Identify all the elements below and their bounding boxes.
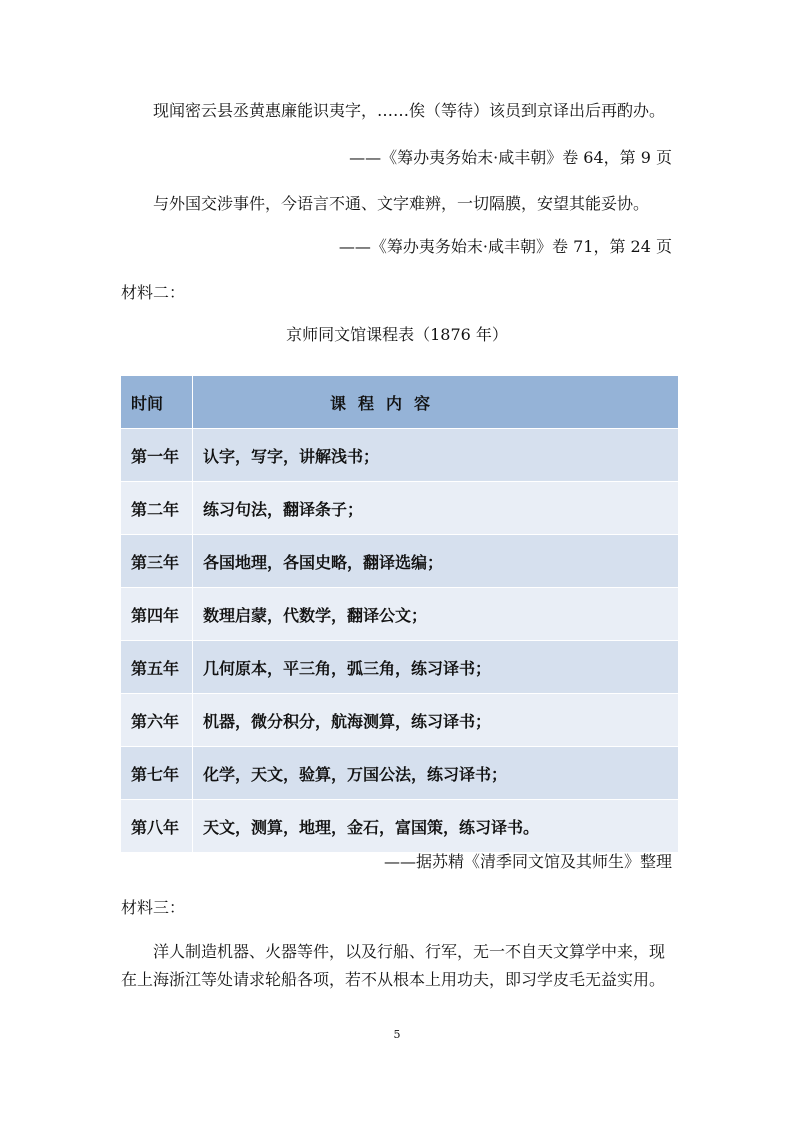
course-table <box>121 376 678 853</box>
course-cell: 几何原本，平三角，弧三角，练习译书； <box>193 641 679 694</box>
table-row <box>121 747 678 800</box>
year-cell: 第二年 <box>121 482 193 535</box>
table-row <box>121 694 678 747</box>
material-3-line-1: 洋人制造机器、火器等件，以及行船、行军，无一不自天文算学中来，现 <box>153 942 666 961</box>
course-cell: 化学，天文，验算，万国公法，练习译书； <box>193 747 679 800</box>
material-2-heading: 材料二： <box>121 283 186 302</box>
quote-1-source: ——《筹办夷务始末·咸丰朝》卷 64，第 9 页 <box>349 148 672 167</box>
course-cell: 练习句法，翻译条子； <box>193 482 679 535</box>
table-source: ——据苏精《清季同文馆及其师生》整理 <box>383 852 672 871</box>
table-row <box>121 800 678 853</box>
course-cell: 天文，测算，地理，金石，富国策，练习译书。 <box>193 800 679 853</box>
course-cell: 各国地理，各国史略，翻译选编； <box>193 535 679 588</box>
table-row <box>121 535 678 588</box>
table-row <box>121 482 678 535</box>
table-row <box>121 641 678 694</box>
course-cell: 机器，微分积分，航海测算，练习译书； <box>193 694 679 747</box>
table-row <box>121 429 678 482</box>
table-title: 京师同文馆课程表（1876 年） <box>286 325 508 344</box>
material-3-heading: 材料三： <box>121 898 186 917</box>
quote-1-text: 现闻密云县丞黄惠廉能识夷字，……俟（等待）该员到京译出后再酌办。 <box>153 101 666 120</box>
year-cell: 第一年 <box>121 429 193 482</box>
year-cell: 第四年 <box>121 588 193 641</box>
column-header-time: 时间 <box>121 376 193 429</box>
year-cell: 第五年 <box>121 641 193 694</box>
year-cell: 第七年 <box>121 747 193 800</box>
table-header-row <box>121 376 678 429</box>
table-row <box>121 588 678 641</box>
quote-2-source: ——《筹办夷务始末·咸丰朝》卷 71，第 24 页 <box>338 237 672 256</box>
year-cell: 第八年 <box>121 800 193 853</box>
page-number: 5 <box>393 1028 401 1041</box>
material-3-line-2: 在上海浙江等处请求轮船各项，若不从根本上用功夫，即习学皮毛无益实用。 <box>121 970 666 989</box>
year-cell: 第六年 <box>121 694 193 747</box>
course-cell: 认字，写字，讲解浅书； <box>193 429 679 482</box>
course-cell: 数理启蒙，代数学，翻译公文； <box>193 588 679 641</box>
quote-2-text: 与外国交涉事件，今语言不通、文字难辨，一切隔膜，安望其能妥协。 <box>153 194 650 213</box>
column-header-content: 课程内容 <box>193 376 679 429</box>
year-cell: 第三年 <box>121 535 193 588</box>
